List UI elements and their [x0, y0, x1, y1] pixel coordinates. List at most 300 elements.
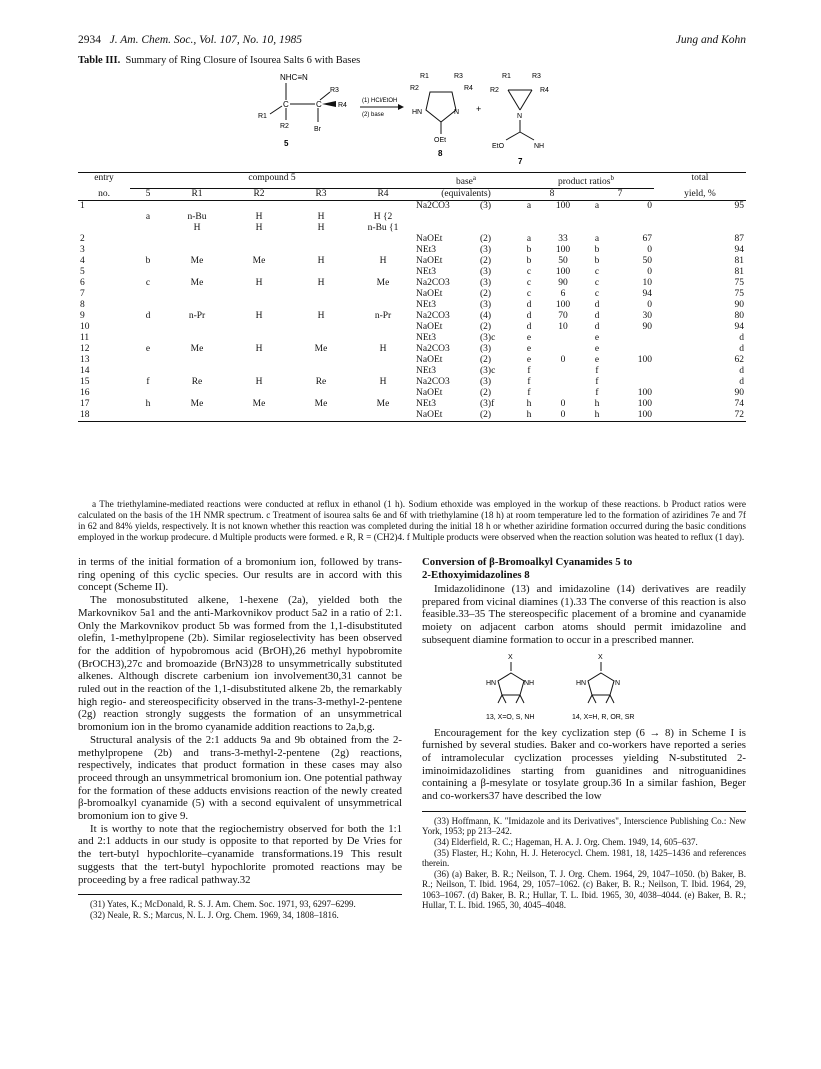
table-cell-c5: [130, 410, 166, 422]
table-cell-c5: [130, 245, 166, 256]
table-row: [78, 399, 746, 410]
table-cell-r2: [228, 410, 290, 422]
label-13: 13, X=O, S, NH: [486, 713, 535, 721]
table-cell-r3: H: [317, 278, 325, 289]
table-cell-r1: n-Pr: [188, 311, 206, 322]
table-cell-base: [414, 212, 478, 223]
table-cell-l8: b: [526, 256, 532, 267]
table-cell-r4: [352, 267, 414, 278]
table-cell-r2: [228, 333, 290, 344]
table-row: [78, 377, 746, 388]
compound-7-label: 7: [518, 157, 523, 166]
table-cell-v7: 50: [642, 256, 652, 267]
r4-label-8: R4: [464, 85, 473, 92]
table-cell-l7: [586, 212, 608, 223]
authors: Jung and Kohn: [675, 34, 746, 46]
table-row: [78, 366, 746, 377]
c-left: C: [283, 100, 289, 109]
imidazole-drawing: [422, 647, 746, 727]
table-cell-y: 74: [734, 399, 744, 410]
table-cell-c5: [130, 201, 166, 212]
table-cell-l7: d: [594, 322, 600, 333]
table-cell-r4: n-Bu {1: [367, 223, 399, 234]
table-row: [78, 278, 746, 289]
table-cell-base: NaOEt: [416, 234, 443, 245]
table-cell-r3: [290, 322, 352, 333]
table-cell-l8: a: [526, 201, 532, 212]
r2-label-7: R2: [490, 87, 499, 94]
table-cell-l7: e: [594, 344, 600, 355]
table-cell-r2: H: [255, 278, 263, 289]
table-cell-r2: [228, 234, 290, 245]
table-cell-l8: [518, 212, 540, 223]
table-cell-v8: [540, 377, 586, 388]
table-cell-v7: 30: [642, 311, 652, 322]
table-cell-r3: [290, 245, 352, 256]
table-cell-r1: [166, 201, 228, 212]
table-cell-v8: [540, 223, 586, 234]
eto-label: EtO: [492, 143, 505, 150]
table-cell-r4: H: [379, 377, 387, 388]
paragraph: Encouragement for the key cyclization step (6 → 8) in Scheme I is furnished by several studies. Baker and co-workers have reported a series of intramolecular cyclization processes yielding N-substituted 2-iminoimidazolidines starting from guanidines and nitroguanidines containing a β-mesylate or tosylate group.36 In a similar fashion, Beger and co-workers37 have described the low: [422, 726, 746, 803]
table-cell-l7: f: [595, 377, 599, 388]
table-cell-v8: 0: [560, 399, 566, 410]
table-cell-eq: (2): [480, 234, 492, 245]
table-cell-l8: f: [527, 377, 531, 388]
table-cell-r4: H {2: [373, 212, 393, 223]
table-cell-l8: e: [526, 333, 532, 344]
table-cell-r1: [166, 300, 228, 311]
table-cell-r2: [228, 245, 290, 256]
table-cell-v8: 50: [558, 256, 568, 267]
reference: (33) Hoffmann, K. "Imidazole and its Derivatives", Interscience Publishing Co.: New York, 1953; pp 213–242.: [422, 815, 746, 837]
table-cell-base: NEt3: [416, 333, 437, 344]
table-cell-r2: [228, 201, 290, 212]
table-cell-l8: a: [526, 234, 532, 245]
reference-divider: [422, 811, 746, 812]
table-cell-y: 87: [734, 234, 744, 245]
table-cell-r2: H: [255, 344, 263, 355]
table-cell-base: NEt3: [416, 399, 437, 410]
table-cell-c5: [130, 223, 166, 234]
hn-label-14: HN: [576, 679, 587, 687]
table-row: [78, 223, 746, 234]
table-cell-no: 4: [80, 256, 85, 267]
n-label-14: N: [615, 679, 621, 687]
table-cell-base: NaOEt: [416, 410, 443, 421]
table-cell-v7: [608, 333, 654, 344]
table-cell-base: NaOEt: [416, 322, 443, 333]
table-cell-eq: (3): [480, 267, 492, 278]
table-cell-y: [654, 212, 746, 223]
header-r3: R3: [315, 189, 327, 200]
table-cell-l7: c: [594, 267, 600, 278]
table-row: [78, 245, 746, 256]
r1-label-5: R1: [258, 113, 267, 120]
table-cell-v8: 70: [558, 311, 568, 322]
r1-label-7: R1: [502, 73, 511, 80]
header-equivalents: (equivalents): [441, 189, 491, 200]
table-cell-base: NEt3: [416, 245, 437, 256]
table-cell-r4: [352, 333, 414, 344]
table-cell-l7: b: [594, 256, 600, 267]
table-cell-r1: [166, 333, 228, 344]
table-cell-c5: [130, 366, 166, 377]
table-cell-v7: [608, 377, 654, 388]
table-cell-r1: [166, 234, 228, 245]
table-cell-l8: h: [526, 410, 532, 421]
table-cell-r1: [166, 366, 228, 377]
table-cell-r3: [290, 410, 352, 422]
table-cell-r1: [166, 322, 228, 333]
references-right: [422, 816, 746, 911]
table-cell-r4: [352, 245, 414, 256]
table-cell-y: d: [739, 344, 744, 355]
table-cell-c5: e: [145, 344, 151, 355]
table-cell-base: Na2CO3: [416, 201, 450, 212]
paragraph: The monosubstituted alkene, 1-hexene (2a), yielded both the Markovnikov 5a1 and the anti-Markovnikov product 5a2 in a ratio of 2:1. Only the Markovnikov product 5b was formed from the 1,1-disubstituted olefin, 1-methylpropene (2b). Similar regioselectivity has been observed for the addition of hypobromous acid (BrOH),26 methyl hypobromite (BrOCH3),27c and bromoazide (BrN3)28 to unsymmetrically substituted alkenes. Although discrete carbenium ion involvement30,31 cannot be ruled out in the reaction of the 1,1-disubstituted alkene 2b, the remarkably high regio- and stereospecificity observed in the trans-3-methyl-2-pentene (2g) reaction strongly suggests the formation of an unsymmetrical bromonium ion in the bromo cyanamide addition reactions to 2a,b,g.: [78, 594, 402, 734]
table-cell-r4: [352, 410, 414, 422]
header-entry: entry: [94, 173, 114, 183]
table-cell-r3: H: [317, 223, 325, 234]
table-cell-y: 81: [734, 256, 744, 267]
table-cell-y: 95: [734, 201, 744, 212]
table-cell-no: 12: [80, 344, 90, 355]
table-cell-no: 13: [80, 355, 90, 366]
nh-label: NH: [534, 143, 545, 150]
table-cell-r3: [290, 366, 352, 377]
table-cell-r3: [290, 300, 352, 311]
table-cell-r1: Me: [190, 278, 204, 289]
table-cell-v7: [608, 212, 654, 223]
reaction-scheme: [240, 70, 600, 170]
table-row: [78, 322, 746, 333]
table-row: [78, 234, 746, 245]
table-cell-r1: Me: [190, 399, 204, 410]
table-cell-eq: (2): [480, 388, 492, 399]
table-cell-no: 1: [80, 201, 85, 212]
table-cell-y: 75: [734, 289, 744, 300]
table-cell-v7: [608, 223, 654, 234]
table-cell-eq: (2): [480, 355, 492, 366]
table-cell-base: Na2CO3: [416, 344, 450, 355]
table-cell-c5: [130, 300, 166, 311]
reference-divider: [78, 894, 402, 895]
table-cell-l8: h: [526, 399, 532, 410]
table-cell-l8: f: [527, 366, 531, 377]
table-cell-c5: [130, 333, 166, 344]
table-cell-eq: (3): [480, 300, 492, 311]
section-heading: Conversion of β-Bromoalkyl Cyanamides 5 to 2-Ethoxyimidazolines 8: [422, 556, 633, 581]
table-cell-no: 15: [80, 377, 90, 388]
table-cell-eq: (3)c: [480, 333, 496, 344]
table-cell-l7: d: [594, 300, 600, 311]
table-cell-v7: 100: [637, 410, 652, 421]
reaction-scheme-drawing: [240, 70, 600, 170]
table-cell-v8: 33: [558, 234, 568, 245]
table-row: [78, 344, 746, 355]
table-cell-eq: (3): [480, 245, 492, 256]
table-cell-r1: [166, 410, 228, 422]
table-cell-v7: 100: [637, 388, 652, 399]
table-row: [78, 300, 746, 311]
table-cell-v7: 90: [642, 322, 652, 333]
x-label-13: X: [508, 653, 513, 661]
reference: (36) (a) Baker, B. R.; Neilson, T. J. Org. Chem. 1964, 29, 1047–1050. (b) Baker, B. R.; Neilson, T. Ibid. 1964, 29, 1057–1062. (c) Baker, B. R.; Neilson, T. Ibid. 1964, 29, 1063–1067. (d) Baker, B. R.; Hullar, T. L. Ibid. 1965, 30, 4038–4044. (e) Baker, B. R.; Hullar, T. L. Ibid. 1965, 30, 4045–4048.: [422, 868, 746, 911]
table-body: [78, 201, 746, 422]
table-cell-r3: [290, 333, 352, 344]
table-cell-l8: c: [526, 289, 532, 300]
table-cell-v8: 90: [558, 278, 568, 289]
table-cell-base: NaOEt: [416, 289, 443, 300]
table-cell-r3: H: [317, 212, 325, 223]
table-cell-no: 7: [80, 289, 85, 300]
table-cell-y: 94: [734, 322, 744, 333]
table-cell-c5: b: [145, 256, 151, 267]
table-cell-v8: 0: [560, 355, 566, 366]
nh-label-13: NH: [524, 679, 535, 687]
table-cell-r1: n-Bu: [187, 212, 207, 223]
table-cell-base: NaOEt: [416, 388, 443, 399]
table-cell-l7: [586, 223, 608, 234]
table-cell-l7: a: [594, 201, 600, 212]
table-cell-r1: Me: [190, 344, 204, 355]
c-right: C: [316, 100, 322, 109]
table-header-row-1: [78, 173, 746, 189]
table-cell-v8: 100: [555, 267, 571, 278]
table-cell-r2: H: [255, 223, 263, 234]
table-row: [78, 212, 746, 223]
table-cell-c5: [130, 388, 166, 399]
table-cell-r3: [290, 289, 352, 300]
table-cell-base: Na2CO3: [416, 311, 450, 322]
table-cell-l8: d: [526, 311, 532, 322]
table-cell-r4: [352, 234, 414, 245]
table-cell-no: 8: [80, 300, 85, 311]
table-cell-r4: [352, 289, 414, 300]
table-cell-r1: Me: [190, 256, 204, 267]
r2-label-8: R2: [410, 85, 419, 92]
plus-sign: +: [476, 104, 482, 114]
table-cell-l7: f: [595, 388, 599, 399]
reagent-2: (2) base: [362, 112, 385, 118]
right-column: [422, 556, 746, 911]
table-cell-r3: Me: [314, 399, 328, 410]
reference: (35) Flaster, H.; Kohn, H. J. Heterocycl. Chem. 1981, 18, 1425–1436 and references therein.: [422, 847, 746, 869]
table-cell-y: 90: [734, 388, 744, 399]
table-cell-y: d: [739, 377, 744, 388]
table-cell-c5: [130, 289, 166, 300]
table-cell-v8: 0: [560, 410, 566, 421]
table-cell-base: Na2CO3: [416, 377, 450, 388]
table-cell-v7: 10: [642, 278, 652, 289]
footnote-text: a The triethylamine-mediated reactions were conducted at reflux in ethanol (1 h). Sodium ethoxide was employed in the workup of these reactions. b Product ratios were calculated on the basis of the 1H NMR spectrum. c Treatment of isourea salts 6e and 6f with triethylamine (18 h) at room temperature led to the formation of aziridines 7e and 7f in 62 and 84% yields, respectively. It is not known whether this reaction was completed during the initial 18 h or whether aziridine formation occurred during the basic conditions employed in the workup prodecure. d Multiple products were formed. e R, R = (CH2)4. f Multiple products were observed when the reaction solution was heated to reflux (1 day).: [78, 500, 746, 543]
table-row: [78, 355, 746, 366]
table-cell-r3: H: [317, 311, 325, 322]
table-cell-y: 80: [734, 311, 744, 322]
table-cell-l8: e: [526, 355, 532, 366]
br-label: Br: [314, 126, 321, 133]
table-cell-r1: [166, 267, 228, 278]
table-cell-c5: d: [145, 311, 151, 322]
imidazole-structures: [422, 647, 746, 727]
paragraph: in terms of the initial formation of a bromonium ion, followed by trans-ring opening of this cyclic species. Our results are in accord with this concept (Scheme II).: [78, 556, 402, 594]
table-cell-l7: b: [594, 245, 600, 256]
header-r1: R1: [191, 189, 203, 200]
header-r4: R4: [377, 189, 389, 200]
table-cell-r2: Me: [252, 399, 266, 410]
table-cell-y: 90: [734, 300, 744, 311]
table-cell-y: 75: [734, 278, 744, 289]
table-cell-r3: [290, 388, 352, 399]
table-header-row-2: [78, 189, 746, 201]
hn-label-8: HN: [412, 109, 423, 116]
table-cell-v7: 100: [637, 355, 652, 366]
table-cell-l7: c: [594, 278, 600, 289]
table-cell-r4: n-Pr: [374, 311, 392, 322]
table-cell-eq: (3): [480, 344, 492, 355]
table-cell-base: NaOEt: [416, 256, 443, 267]
table-cell-r2: [228, 322, 290, 333]
table-cell-no: [78, 212, 130, 223]
table-cell-l7: h: [594, 410, 600, 421]
table-cell-no: 10: [80, 322, 90, 333]
table-cell-l8: e: [526, 344, 532, 355]
table-cell-r4: [352, 366, 414, 377]
table-cell-v7: 100: [637, 399, 652, 410]
r4-label-5: R4: [338, 102, 347, 109]
table-cell-y: d: [739, 333, 744, 344]
table-cell-eq: (3): [480, 201, 492, 212]
n-label-8: N: [454, 109, 460, 116]
table-cell-no: 18: [80, 410, 90, 421]
table-cell-y: 81: [734, 267, 744, 278]
table-cell-l8: b: [526, 245, 532, 256]
table-cell-l8: c: [526, 267, 532, 278]
nhcn-label: NHC≡N: [280, 73, 308, 82]
table-cell-eq: (3)c: [480, 366, 496, 377]
header-no: no.: [98, 188, 110, 199]
table-cell-v7: [608, 366, 654, 377]
paragraph: Structural analysis of the 2:1 adducts 9a and 9b obtained from the 2-methylpropene (2b) and trans-3-methyl-2-pentene (2g) reactions, respectively, indicates that product formation in these cases may also proceed through an unsymmetrical bromonium ion. One potential pathway for the formation of these adducts envisions reaction of the newly created β-bromoalkyl cyanamide (5) with a second equivalent of unsymmetrical bromonium ion to give 9.: [78, 733, 402, 823]
table-cell-r1: [166, 388, 228, 399]
table-cell-r2: [228, 267, 290, 278]
table-cell-base: NaOEt: [416, 355, 443, 366]
table-cell-v8: 100: [555, 245, 571, 256]
table-cell-r1: Re: [191, 377, 203, 388]
r3-label-5: R3: [330, 87, 339, 94]
table-cell-c5: h: [145, 399, 151, 410]
table-cell-base: NEt3: [416, 366, 437, 377]
table-cell-y: 72: [734, 410, 744, 421]
table-footnotes: [78, 500, 746, 544]
table-cell-l7: e: [594, 355, 600, 366]
table-label: Table III.: [78, 55, 121, 66]
table-cell-r2: H: [255, 212, 263, 223]
table-cell-c5: f: [146, 377, 150, 388]
table-caption: [78, 55, 360, 66]
table-cell-l8: f: [527, 388, 531, 399]
table-cell-r1: H: [193, 223, 201, 234]
reagent-1: (1) HCl/EtOH: [362, 98, 398, 104]
table-cell-v7: 0: [647, 245, 652, 256]
header-total: total: [691, 173, 709, 183]
reference: (34) Elderfield, R. C.; Hageman, H. A. J. Org. Chem. 1949, 14, 605–637.: [434, 836, 698, 847]
table-cell-r2: [228, 355, 290, 366]
table-cell-r4: Me: [376, 278, 390, 289]
table-cell-base: Na2CO3: [416, 278, 450, 289]
table-cell-eq: (2): [480, 256, 492, 267]
table-cell-base: NEt3: [416, 267, 437, 278]
table-cell-v8: 100: [555, 300, 571, 311]
table-cell-r4: [352, 355, 414, 366]
table-cell-r3: Re: [315, 377, 327, 388]
r3-label-8: R3: [454, 73, 463, 80]
table-cell-no: 6: [80, 278, 85, 289]
page-header: [78, 34, 746, 50]
table-cell-v8: [540, 212, 586, 223]
r2-label-5: R2: [280, 123, 289, 130]
journal-citation: [78, 34, 302, 46]
r1-label-8: R1: [420, 73, 429, 80]
table-cell-eq: [478, 223, 518, 234]
table-cell-r2: [228, 300, 290, 311]
table-cell-v7: 94: [642, 289, 652, 300]
table-cell-no: 9: [80, 311, 85, 322]
table-cell-r3: Me: [314, 344, 328, 355]
table-cell-c5: [130, 322, 166, 333]
table-cell-v8: 10: [558, 322, 568, 333]
table-cell-r1: [166, 289, 228, 300]
n-label-7: N: [517, 113, 523, 120]
header-compound5: compound 5: [130, 173, 414, 189]
table-cell-no: [78, 223, 130, 234]
references-left: [78, 899, 402, 920]
table-cell-r1: [166, 355, 228, 366]
table-cell-c5: [130, 355, 166, 366]
table-cell-eq: (3): [480, 278, 492, 289]
table-cell-r2: H: [255, 377, 263, 388]
table-cell-no: 11: [80, 333, 90, 344]
table-cell-base: NEt3: [416, 300, 437, 311]
table-cell-v7: 0: [647, 300, 652, 311]
header-p7: 7: [617, 189, 623, 200]
journal-name: J. Am. Chem. Soc., Vol. 107, No. 10, 1985: [109, 34, 303, 46]
table-cell-eq: (4): [480, 311, 492, 322]
table-cell-l7: c: [594, 289, 600, 300]
table-cell-r2: [228, 388, 290, 399]
results-table: [78, 172, 746, 422]
table-cell-y: d: [739, 366, 744, 377]
table-cell-r3: H: [317, 256, 325, 267]
table-cell-eq: (3): [480, 377, 492, 388]
header-c5: 5: [145, 189, 151, 200]
table-cell-r2: H: [255, 311, 263, 322]
table-cell-l8: d: [526, 322, 532, 333]
table-cell-v8: [540, 388, 586, 399]
table-cell-no: 5: [80, 267, 85, 278]
r4-label-7: R4: [540, 87, 549, 94]
table-cell-eq: (2): [480, 322, 492, 333]
table-cell-l8: d: [526, 300, 532, 311]
table-cell-r2: [228, 366, 290, 377]
compound-5-label: 5: [284, 139, 289, 148]
table-cell-y: 94: [734, 245, 744, 256]
table-cell-no: 14: [80, 366, 90, 377]
table-cell-l7: d: [594, 311, 600, 322]
table-cell-r3: [290, 267, 352, 278]
table-row: [78, 256, 746, 267]
